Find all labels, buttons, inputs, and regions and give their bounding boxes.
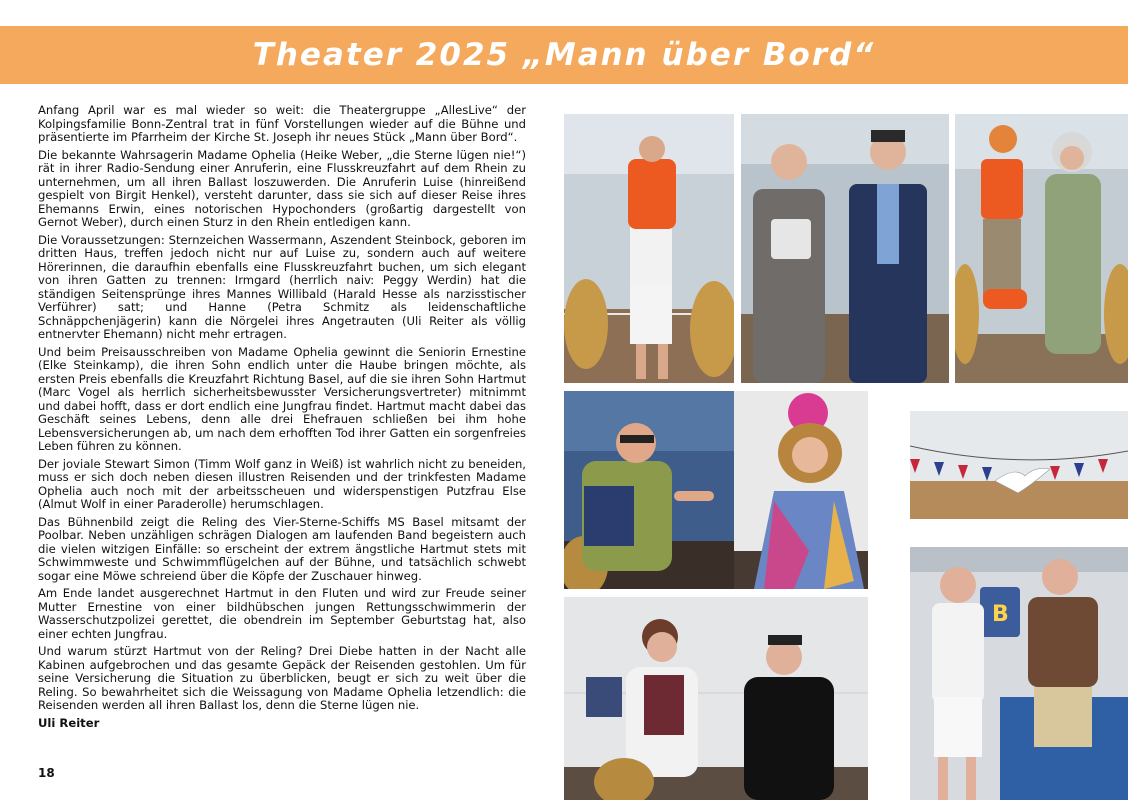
article-body bbox=[38, 104, 526, 730]
article-paragraph: Die bekannte Wahrsagerin Madame Ophelia (Heike Weber, „die Sterne lügen nie!“) rät in ihrer Radio-Sendung einer Anruferin, eine Flusskreuzfahrt auf dem Rhein zu unternehmen, um all ihren Ballast loszuwerden. Die Anruferin Luise (hinreißend gespielt von Birgit Henkel), versteht darunter, dass sie sich auf dieser Reise ihres Ehemanns Erwin, eines notorischen Hypochonders (großartig dargestellt von Gernot Weber), durch einen Sturz in den Rhein entledigen kann. bbox=[38, 147, 526, 229]
photo-couple-handbag bbox=[741, 114, 949, 383]
photo-seagull-bunting bbox=[910, 411, 1128, 519]
photo-man-and-grandmother bbox=[955, 114, 1128, 383]
photo-woman-magazine-man-black bbox=[564, 597, 868, 800]
article-paragraph: Am Ende landet ausgerechnet Hartmut in den Fluten und wird zur Freude seiner Mutter Ernestine von einer bildhübschen jungen Rettungsschwimmerin der Wasserschutzpolizei gerettet, die obendrein im September Geburtstag hat, also einer echten Jungfrau. bbox=[38, 586, 526, 641]
article-paragraph: Anfang April war es mal wieder so weit: die Theatergruppe „AllesLive“ der Kolpingsfamilie Bonn-Zentral trat in fünf Vorstellungen wieder auf die Bühne und präsentierte im Pfarrheim der Kirche St. Joseph ihr neues Stück „Mann über Bord“. bbox=[38, 103, 526, 144]
article-paragraph: Der joviale Stewart Simon (Timm Wolf ganz in Weiß) ist wahrlich nicht zu beneiden, muss er sich doch neben diesen illustren Reisenden und der trinkfesten Madame Ophelia auch noch mit der arbeitsscheuen und widerspenstigen Putzfrau Else (Almut Wolf in einer Paraderolle) herumschlagen. bbox=[38, 456, 526, 511]
page-number: 18 bbox=[38, 766, 55, 780]
bar-sign-text: B bbox=[992, 602, 1009, 627]
article-paragraph: Die Voraussetzungen: Sternzeichen Wassermann, Aszendent Steinbock, geboren im dritten Haus, treffen jedoch nicht nur auf Luise zu, sondern auch auf weitere Hörerinnen, die daraufhin ebenfalls eine Flusskreuzfahrt buchen, um sich elegant von ihren Gatten zu trennen: Irmgard (herrlich naiv: Peggy Werdin) hat die ständigen Seitensprünge ihres Mannes Willibald (Harald Hesse als narzisstischer Verführer) satt; und Hanne (Petra Schmitz als leidenschaftliche Schnäppchenjägerin) kann die Nörgelei ihres Angetrauten (Uli Reiter als völlig entnervter Ehemann) nicht mehr ertragen. bbox=[38, 232, 526, 341]
article-paragraph: Und warum stürzt Hartmut von der Reling? Drei Diebe hatten in der Nacht alle Kabinen aufgebrochen und das gesamte Gepäck der Reisenden gestohlen. Um für seine Versicherung die Situation zu überblicken, beugt er sich zu weit über die Reling. So bewahrheitet sich die Weissagung von Madame Ophelia letzendlich: die Reisenden werden all ihren Ballast los, denn die Sterne lügen nie. bbox=[38, 644, 526, 712]
photo-man-life-vest bbox=[564, 114, 734, 383]
article-paragraph: Und beim Preisausschreiben von Madame Ophelia gewinnt die Seniorin Ernestine (Elke Steinkamp), die ihren Sohn endlich unter die Haube bringen möchte, als ersten Preis ebenfalls die Kreuzfahrt Richtung Basel, auf die sie ihren Sohn Hartmut (Marc Vogel als herrlich sicherheitsbewusster Versicherungsvertreter) mitnimmt und dabei hofft, dass er dort endlich eine Jungfrau findet. Hartmut macht dabei das Geschäft seines Lebens, denn alle drei Ehefrauen schließen bei ihm hohe Lebensversicherungen ab, um nach dem erhofften Tod ihrer Gatten ein sorgenfreies Leben führen zu können. bbox=[38, 344, 526, 453]
page-title: Theater 2025 „Mann über Bord“ bbox=[252, 37, 876, 73]
title-banner bbox=[0, 26, 1128, 84]
photo-steward-at-bar bbox=[910, 547, 1128, 800]
photo-woman-pink-hat bbox=[734, 391, 868, 589]
article-author: Uli Reiter bbox=[38, 715, 100, 730]
article-paragraph: Das Bühnenbild zeigt die Reling des Vier-Sterne-Schiffs MS Basel mitsamt der Poolbar. Neben unzähligen schrägen Dialogen am laufenden Band begeistern auch die vielen witzigen Einfälle: so erscheint der extrem ängstliche Hartmut stets mit Schwimmweste und Schwimmflügelchen auf der Bühne, und tatsächlich schwebt sogar eine Möwe schreiend über die Köpfe der Zuschauer hinweg. bbox=[38, 514, 526, 583]
photo-man-gesturing bbox=[564, 391, 734, 589]
